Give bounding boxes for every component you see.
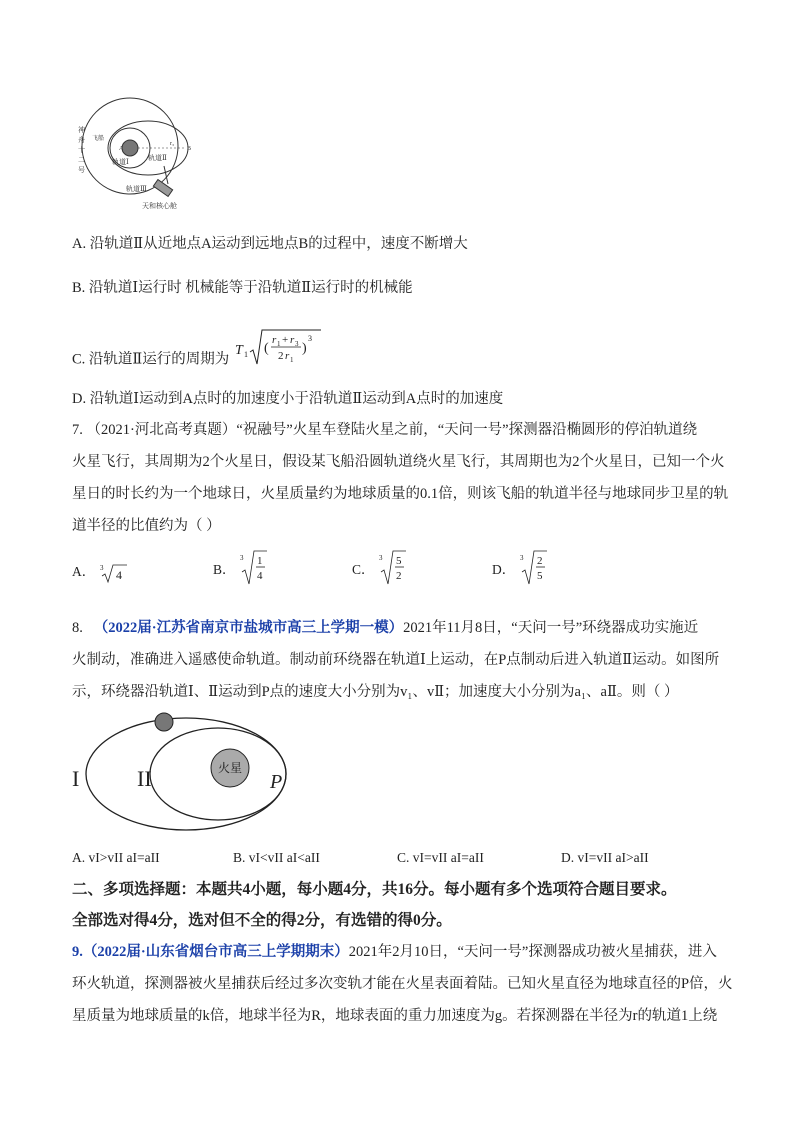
svg-text:5: 5	[395, 555, 402, 567]
point-b-label: B	[187, 146, 192, 152]
q8-source: （2022届·江苏省南京市盐城市高三上学期一模）	[93, 620, 404, 636]
orbit-diagram-1	[72, 96, 192, 216]
svg-text:4: 4	[115, 567, 122, 582]
svg-text:2: 2	[536, 555, 543, 567]
svg-text:舟: 舟	[78, 136, 85, 144]
svg-text:3: 3	[307, 334, 312, 343]
svg-text:2: 2	[277, 350, 284, 362]
svg-text:): )	[301, 341, 307, 356]
svg-text:十: 十	[78, 146, 85, 154]
station-label: 天和核心舱	[142, 202, 177, 210]
q7-option-c: C． 3 5 2	[352, 548, 408, 588]
q9-line-3: 星质量为地球质量的k倍，地球半径为R，地球表面的重力加速度为g。若探测器在半径为r的轨道1上绕	[72, 1008, 718, 1024]
q8-line-2: 火制动，准确进入遥感使命轨道。制动前环绕器在轨道Ⅰ上运动，在P点制动后进入轨道Ⅱ运动。如图所	[72, 652, 720, 668]
q8-line-1	[72, 618, 698, 638]
q7-line-2: 火星飞行，其周期为2个火星日，假设某飞船沿圆轨道绕火星飞行，其周期也为2个火星日，已知一个火	[72, 454, 725, 470]
svg-text:1: 1	[243, 350, 248, 359]
q7-line-4: 道半径的比值约为（ ）	[72, 518, 221, 534]
svg-text:T: T	[234, 343, 243, 358]
q6-option-b: B. 沿轨道Ⅰ运行时 机械能等于沿轨道Ⅱ运行时的机械能	[72, 280, 413, 296]
svg-text:3: 3	[294, 340, 299, 348]
svg-text:二: 二	[78, 156, 85, 164]
cube-root-4	[99, 562, 129, 584]
q7-line-1: 7. （2021·河北高考真题）“祝融号”火星车登陆火星之前，“天问一号”探测器沿椭圆形的停泊轨道绕	[72, 422, 698, 438]
q7-line-3: 星日的时长约为一个地球日，火星质量约为地球质量的0.1倍，则该飞船的轨道半径与地球同步卫星的轨	[72, 486, 729, 502]
r3-label: r₃	[170, 141, 175, 147]
svg-text:r: r	[271, 334, 277, 346]
q9-line-1	[72, 942, 717, 962]
q6-option-a: A. 沿轨道Ⅱ从近地点A运动到远地点B的过程中，速度不断增大	[72, 236, 468, 252]
svg-text:2: 2	[395, 570, 402, 582]
orbit1-label: 轨道Ⅰ	[112, 158, 129, 166]
svg-text:r: r	[284, 350, 290, 362]
svg-text:3: 3	[519, 554, 524, 562]
q9-line-1-rest: 2021年2月10日，“天问一号”探测器成功被火星捕获，进入	[348, 944, 717, 960]
svg-text:号: 号	[78, 166, 85, 174]
mars-label: 火星	[218, 761, 243, 775]
section2-heading-line-1: 二、多项选择题：本题共4小题，每小题4分，共16分。每小题有多个选项符合题目要求。	[72, 881, 677, 898]
q7-option-d: D． 3 2 5	[492, 548, 549, 588]
ship-label: 飞船	[92, 136, 105, 142]
q7-option-b: B． 3 1 4	[213, 548, 269, 588]
point-p-label: P	[270, 771, 283, 793]
svg-text:(: (	[263, 341, 269, 356]
svg-text:+: +	[281, 334, 289, 346]
orbit-i-label: I	[72, 766, 80, 791]
q7-option-a: A． 3 4	[72, 560, 129, 584]
q8-option-a: A. vI>vII aI=aII	[72, 850, 160, 865]
cube-root-5-2	[378, 548, 408, 588]
q8-option-b: B. vI<vII aI<aII	[233, 850, 320, 865]
orbit2-label: 轨道Ⅱ	[148, 154, 167, 162]
q8-number: 8.	[72, 620, 83, 636]
orbit-ii-label: II	[137, 766, 152, 791]
q8-option-d: D. vI=vII aI>aII	[561, 850, 649, 865]
q6-formula-c	[233, 326, 323, 374]
mars-orbit-diagram	[70, 708, 300, 840]
section2-heading-line-2: 全部选对得4分，选对但不全的得2分，有选错的得0分。	[72, 912, 452, 929]
q8-line-1-rest: 2021年11月8日，“天问一号”环绕器成功实施近	[403, 620, 699, 636]
svg-text:3: 3	[378, 554, 383, 562]
q6-option-c-text: C. 沿轨道Ⅱ运行的周期为	[72, 351, 230, 368]
svg-text:5: 5	[536, 570, 543, 582]
svg-text:r: r	[289, 334, 295, 346]
q8-option-c: C. vI=vII aI=aII	[397, 850, 484, 865]
q8-line-3: 示，环绕器沿轨道Ⅰ、Ⅱ运动到P点的速度大小分别为v₁、vⅡ；加速度大小分别为a₁、aⅡ。则（ ）	[72, 684, 679, 700]
svg-text:3: 3	[99, 563, 104, 572]
orbit3-label: 轨道Ⅲ	[126, 185, 147, 193]
cube-root-2-5	[519, 548, 549, 588]
svg-text:4: 4	[256, 570, 263, 582]
svg-text:1: 1	[289, 356, 294, 364]
point-a-label: A	[119, 146, 124, 152]
q9-source: 9.（2022届·山东省烟台市高三上学期期末）	[72, 944, 349, 960]
q6-option-d: D. 沿轨道Ⅰ运动到A点时的加速度小于沿轨道Ⅱ运动到A点时的加速度	[72, 391, 504, 407]
svg-text:1: 1	[256, 555, 263, 567]
svg-text:3: 3	[239, 554, 244, 562]
svg-text:1: 1	[276, 340, 281, 348]
q9-line-2: 环火轨道，探测器被火星捕获后经过多次变轨才能在火星表面着陆。已知火星直径为地球直径的P倍，火	[72, 976, 733, 992]
q6-option-c	[72, 336, 323, 384]
ship-name-col: 神	[78, 126, 85, 134]
cube-root-1-4	[239, 548, 269, 588]
